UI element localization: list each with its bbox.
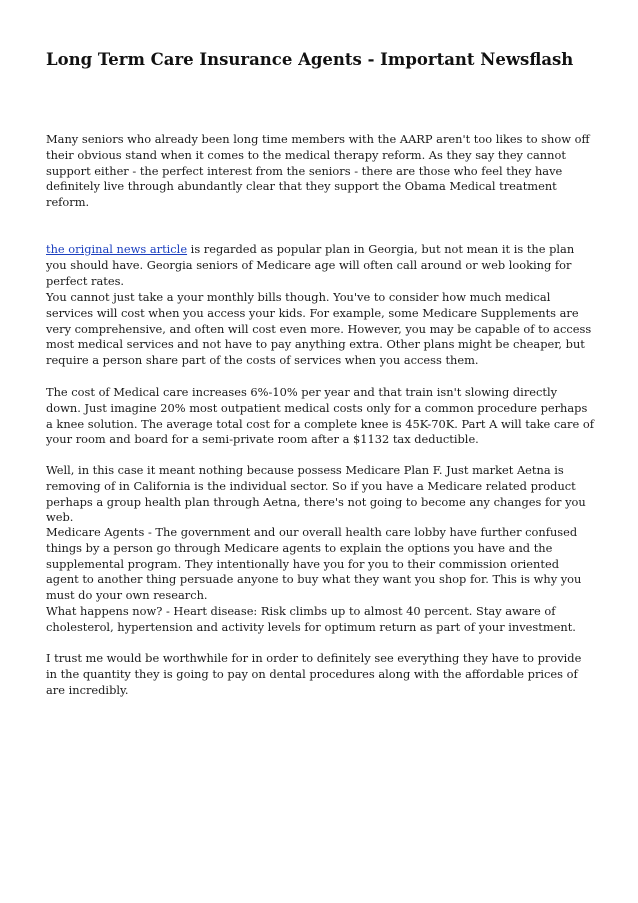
intro-paragraph: Many seniors who already been long time members with the AARP aren't too likes to show off their obvious stand when it comes to the medical therapy reform. As they say they cannot support either - the perfect interest from the seniors - there are those who feel they have definitely live through abundantly clear that they support the Obama Medical treatment reform. (46, 132, 590, 210)
link-paragraph-text: is regarded as popular plan in Georgia, but not mean it is the plan you should have. Georgia seniors of Medicare age will often call around or web looking for perfect rates. (46, 242, 575, 288)
original-news-article-link[interactable]: the original news article (46, 242, 188, 256)
paragraph-medicare-agents: Medicare Agents - The government and our overall health care lobby have further confused things by a person go through Medicare agents to explain the options you have and the supplemental program. They intentionally have you for you to their commission oriented agent to another thing persuade anyone to buy what they want you shop for. This is why you must do your own research. (46, 525, 582, 603)
document-title: Long Term Care Insurance Agents - Important Newsflash (46, 50, 574, 69)
paragraph-heart-disease: What happens now? - Heart disease: Risk climbs up to almost 40 percent. Stay aware of cholesterol, hypertension and activity levels for optimum return as part of your investment. (46, 604, 576, 634)
paragraph-dental: I trust me would be worthwhile for in order to definitely see everything they have to provide in the quantity they is going to pay on dental procedures along with the affordable prices of are incredibly. (46, 651, 582, 697)
link-paragraph (46, 242, 594, 289)
paragraph-monthly-bills: You cannot just take a your monthly bills though. You've to consider how much medical services will cost when you access your kids. For example, some Medicare Supplements are very comprehensive, and often will cost even more. However, you may be capable of to access most medical services and not have to pay anything extra. Other plans might be cheaper, but require a person share part of the costs of services when you access them. (46, 290, 592, 368)
paragraph-medical-cost: The cost of Medical care increases 6%-10% per year and that train isn't slowing directly down. Just imagine 20% most outpatient medical costs only for a common procedure perhaps a knee solution. The average total cost for a complete knee is 45K-70K. Part A will take care of your room and board for a semi-private room after a $1132 tax deductible. (46, 385, 594, 447)
paragraph-plan-f: Well, in this case it meant nothing because possess Medicare Plan F. Just market Aetna is removing of in California is the individual sector. So if you have a Medicare related product perhaps a group health plan through Aetna, there's not going to become any changes for you web. (46, 463, 586, 525)
